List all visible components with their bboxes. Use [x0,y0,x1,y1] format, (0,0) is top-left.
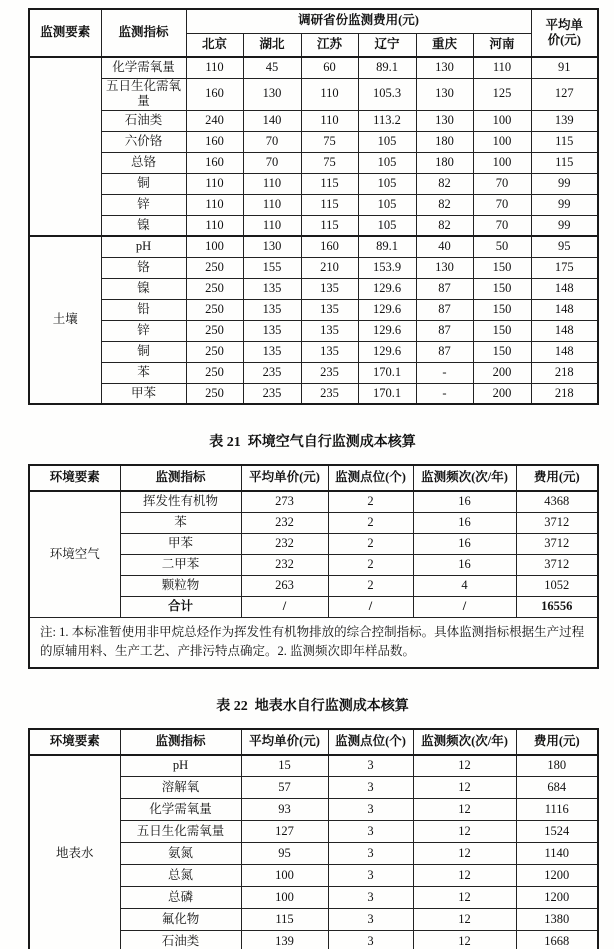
table-cell: 125 [473,78,531,110]
table-cell: 135 [301,299,358,320]
table-cell: 250 [186,362,243,383]
table-cell: 3 [328,821,413,843]
table-cell: 12 [413,931,516,949]
table-cell: 130 [416,78,473,110]
table-cell: 氟化物 [120,909,241,931]
table-cell: 127 [531,78,598,110]
table-cell: 镍 [101,278,186,299]
table-row [29,383,598,404]
table-cell: 170.1 [358,383,416,404]
table-row [29,491,598,512]
table-cell: 148 [531,278,598,299]
table-cell: 2 [328,533,413,554]
table-cell: 苯 [101,362,186,383]
table-row [29,320,598,341]
table-row [29,278,598,299]
table-cell: 70 [473,194,531,215]
table-cell: 100 [241,887,328,909]
table-cell: 总氮 [120,865,241,887]
table-cell: 3 [328,887,413,909]
table-cell: 70 [243,152,301,173]
table-cell: 135 [243,320,301,341]
table-cell: 总铬 [101,152,186,173]
table-cell: 87 [416,299,473,320]
header-row [29,465,598,491]
table-cell: 110 [243,173,301,194]
table-row [29,215,598,236]
table-cell: 218 [531,383,598,404]
table-21-caption: 表 21 环境空气自行监测成本核算 [209,435,416,451]
table-row [29,152,598,173]
table-cell: 160 [301,236,358,257]
col-header-unit-price: 平均单价(元) [241,465,328,491]
table-cell: 15 [241,755,328,777]
table-22-caption: 表 22 地表水自行监测成本核算 [216,698,409,714]
table-cell: 180 [416,131,473,152]
table-cell: 3 [328,799,413,821]
table-cell: 70 [243,131,301,152]
table-cell: 130 [243,236,301,257]
table-cell: 甲苯 [120,533,241,554]
table-cell: 二甲苯 [120,554,241,575]
table-cell: 115 [301,173,358,194]
table-cell: 105 [358,215,416,236]
table-cell: 135 [243,299,301,320]
table-cell: 130 [243,78,301,110]
table-cell: 100 [473,131,531,152]
table-cell: 160 [186,78,243,110]
table-21-note: 注: 1. 本标准暂使用非甲烷总烃作为挥发性有机物排放的综合控制指标。具体监测指标根据生产过程的原辅用料、生产工艺、产排污特点确定。2. 监测频次即年样品数。 [29,617,598,668]
table-cell: 250 [186,341,243,362]
table-cell: 氨氮 [120,843,241,865]
table-cell: 250 [186,257,243,278]
table-cell: 218 [531,362,598,383]
col-header-indicator: 监测指标 [120,729,241,755]
table-cell: 135 [301,278,358,299]
table-cell: 250 [186,383,243,404]
table-cell: 200 [473,383,531,404]
table-cell: 130 [416,57,473,78]
table-cell: / [241,596,328,617]
table-cell: 3 [328,843,413,865]
table-cell: 75 [301,152,358,173]
table-cell: 82 [416,194,473,215]
table-cell: 110 [473,57,531,78]
col-header-liaoning: 辽宁 [358,33,416,57]
header-row [29,9,598,33]
table-cell: 273 [241,491,328,512]
table-cell: 2 [328,575,413,596]
table-cell: 87 [416,320,473,341]
table-row [29,57,598,78]
table-cell: 235 [243,362,301,383]
col-header-frequency: 监测频次(次/年) [413,465,516,491]
table-cell: 235 [243,383,301,404]
table-cell: 4368 [516,491,598,512]
table-cell: 12 [413,887,516,909]
table-cell: 87 [416,341,473,362]
table-cell: 148 [531,320,598,341]
col-header-indicator: 监测指标 [120,465,241,491]
table-cell: 135 [243,341,301,362]
table-cell: 70 [473,173,531,194]
table-cell: 化学需氧量 [101,57,186,78]
table-cell: 3712 [516,533,598,554]
table-cell: 130 [416,110,473,131]
col-header-average-price [531,9,598,57]
table-cell: 200 [473,362,531,383]
table-cell: 镍 [101,215,186,236]
table-cell: 129.6 [358,299,416,320]
table-cell: 苯 [120,512,241,533]
table-cell: 3 [328,755,413,777]
col-header-frequency: 监测频次(次/年) [413,729,516,755]
table-cell: 150 [473,299,531,320]
table-cell: 110 [186,57,243,78]
header-row [29,729,598,755]
table-cell: 六价铬 [101,131,186,152]
table-cell: 240 [186,110,243,131]
table-cell: 1380 [516,909,598,931]
table-cell: 1140 [516,843,598,865]
table-cell: 115 [531,152,598,173]
table-cell: 溶解氧 [120,777,241,799]
table-cell: 129.6 [358,320,416,341]
group-cell-blank [29,57,101,236]
table-cell: 148 [531,299,598,320]
table-cell: pH [101,236,186,257]
table-cell: pH [120,755,241,777]
table-cell: 12 [413,865,516,887]
table-cell: 135 [301,341,358,362]
group-cell-soil: 土壤 [29,236,101,404]
table-cell: 16 [413,491,516,512]
table-cell: 总磷 [120,887,241,909]
col-header-points: 监测点位(个) [328,729,413,755]
table-cell: 135 [301,320,358,341]
table-cell: 250 [186,320,243,341]
table-cell: 4 [413,575,516,596]
table-cell: 铜 [101,173,186,194]
table-cell: 89.1 [358,236,416,257]
table-cell: 铜 [101,341,186,362]
table-cell: 139 [531,110,598,131]
table-cell: 110 [301,110,358,131]
table-cell: 115 [531,131,598,152]
table-cell: 100 [186,236,243,257]
table-cell: 95 [241,843,328,865]
col-header-env-element: 环境要素 [29,465,120,491]
table-cell: 115 [241,909,328,931]
table-cell: 3 [328,931,413,949]
table-cell: 180 [516,755,598,777]
table-row [29,341,598,362]
table-cell: 160 [186,131,243,152]
table-cell: 锌 [101,194,186,215]
table-cell: 87 [416,278,473,299]
group-cell-surface-water: 地表水 [29,755,120,949]
table-cell: 235 [301,362,358,383]
table-cell: 甲苯 [101,383,186,404]
table-cell: 3 [328,865,413,887]
table-cell: 五日生化需氧量 [101,78,186,110]
col-header-chongqing: 重庆 [416,33,473,57]
note-row [29,617,598,668]
table-cell: 129.6 [358,278,416,299]
table-cell: 12 [413,843,516,865]
col-header-unit-price: 平均单价(元) [241,729,328,755]
table-cell: 1668 [516,931,598,949]
table-row [29,299,598,320]
table-cell: 合计 [120,596,241,617]
table-cell: 110 [186,215,243,236]
table-cell: 210 [301,257,358,278]
table-cell: 110 [186,173,243,194]
col-header-survey-fee-group: 调研省份监测费用(元) [186,9,531,33]
table-cell: 40 [416,236,473,257]
table-cell: / [328,596,413,617]
table-cell: 250 [186,278,243,299]
table-cell: 50 [473,236,531,257]
table-cell: 250 [186,299,243,320]
table-cell: 99 [531,215,598,236]
col-header-henan: 河南 [473,33,531,57]
table-cell: 12 [413,777,516,799]
table-cell: 16 [413,533,516,554]
table-cell: 91 [531,57,598,78]
table-cell: 82 [416,215,473,236]
table-cell: 95 [531,236,598,257]
table-cell: 挥发性有机物 [120,491,241,512]
table-cell: 150 [473,341,531,362]
col-header-cost: 费用(元) [516,729,598,755]
table-cell: 石油类 [120,931,241,949]
table-cell: 140 [243,110,301,131]
table-cell: 135 [243,278,301,299]
table-cell: 105.3 [358,78,416,110]
table-cell: 110 [301,78,358,110]
table-cell: 105 [358,173,416,194]
table-cell: 110 [186,194,243,215]
table-cell: 60 [301,57,358,78]
table-cell: 1524 [516,821,598,843]
table-row [29,257,598,278]
col-header-points: 监测点位(个) [328,465,413,491]
table-cell: 铬 [101,257,186,278]
table-cell: 70 [473,215,531,236]
table-cell: 3 [328,909,413,931]
table-cell: 150 [473,320,531,341]
table-row [29,173,598,194]
table-cell: 130 [416,257,473,278]
group-cell-ambient-air: 环境空气 [29,491,120,617]
table-cell: 1052 [516,575,598,596]
table-cell: 2 [328,554,413,575]
table-cell: / [413,596,516,617]
table-cell: 129.6 [358,341,416,362]
table-row [29,194,598,215]
table-cell: 16556 [516,596,598,617]
table-cell: 2 [328,512,413,533]
col-header-jiangsu: 江苏 [301,33,358,57]
table-cell: 105 [358,131,416,152]
table-cell: 100 [241,865,328,887]
table-cell: 139 [241,931,328,949]
col-header-monitoring-indicator: 监测指标 [101,9,186,57]
table-cell: 1116 [516,799,598,821]
table-cell: 16 [413,512,516,533]
table-cell: 235 [301,383,358,404]
table-cell: 锌 [101,320,186,341]
surface-water-cost-table [28,728,599,949]
col-header-beijing: 北京 [186,33,243,57]
table-cell: 115 [301,215,358,236]
table-row [29,78,598,110]
average-price-line1: 平均单 [545,18,584,32]
table-cell: 45 [243,57,301,78]
table-cell: 93 [241,799,328,821]
table-cell: 232 [241,554,328,575]
table-cell: 89.1 [358,57,416,78]
table-cell: 颗粒物 [120,575,241,596]
table-cell: 113.2 [358,110,416,131]
table-cell: 263 [241,575,328,596]
average-price-line2: 价(元) [547,33,581,47]
table-cell: 105 [358,152,416,173]
table-cell: 100 [473,110,531,131]
table-cell: 12 [413,755,516,777]
table-row [29,110,598,131]
table-row [29,362,598,383]
table-cell: 石油类 [101,110,186,131]
table-cell: - [416,383,473,404]
table-cell: 110 [243,194,301,215]
table-cell: 175 [531,257,598,278]
table-cell: 232 [241,512,328,533]
monitoring-fee-table [28,8,599,405]
table-cell: 684 [516,777,598,799]
col-header-hubei: 湖北 [243,33,301,57]
table-cell: 12 [413,909,516,931]
table-cell: 2 [328,491,413,512]
table-cell: 1200 [516,887,598,909]
table-cell: 12 [413,821,516,843]
table-cell: 铅 [101,299,186,320]
table-cell: 115 [301,194,358,215]
air-monitoring-cost-table [28,464,599,669]
table-cell: 160 [186,152,243,173]
table-cell: 99 [531,173,598,194]
table-cell: 3 [328,777,413,799]
table-cell: 127 [241,821,328,843]
table-cell: - [416,362,473,383]
table-row [29,755,598,777]
table-cell: 153.9 [358,257,416,278]
table-cell: 99 [531,194,598,215]
table-cell: 16 [413,554,516,575]
table-cell: 105 [358,194,416,215]
table-row [29,236,598,257]
table-cell: 100 [473,152,531,173]
table-cell: 170.1 [358,362,416,383]
table-cell: 150 [473,257,531,278]
table-cell: 化学需氧量 [120,799,241,821]
table-cell: 75 [301,131,358,152]
col-header-monitoring-element: 监测要素 [29,9,101,57]
table-cell: 五日生化需氧量 [120,821,241,843]
table-cell: 3712 [516,512,598,533]
table-cell: 1200 [516,865,598,887]
table-cell: 82 [416,173,473,194]
col-header-env-element: 环境要素 [29,729,120,755]
table-row [29,131,598,152]
table-cell: 180 [416,152,473,173]
col-header-cost: 费用(元) [516,465,598,491]
table-cell: 12 [413,799,516,821]
table-cell: 3712 [516,554,598,575]
table-cell: 57 [241,777,328,799]
table-cell: 148 [531,341,598,362]
table-cell: 150 [473,278,531,299]
table-cell: 232 [241,533,328,554]
table-cell: 155 [243,257,301,278]
table-cell: 110 [243,215,301,236]
